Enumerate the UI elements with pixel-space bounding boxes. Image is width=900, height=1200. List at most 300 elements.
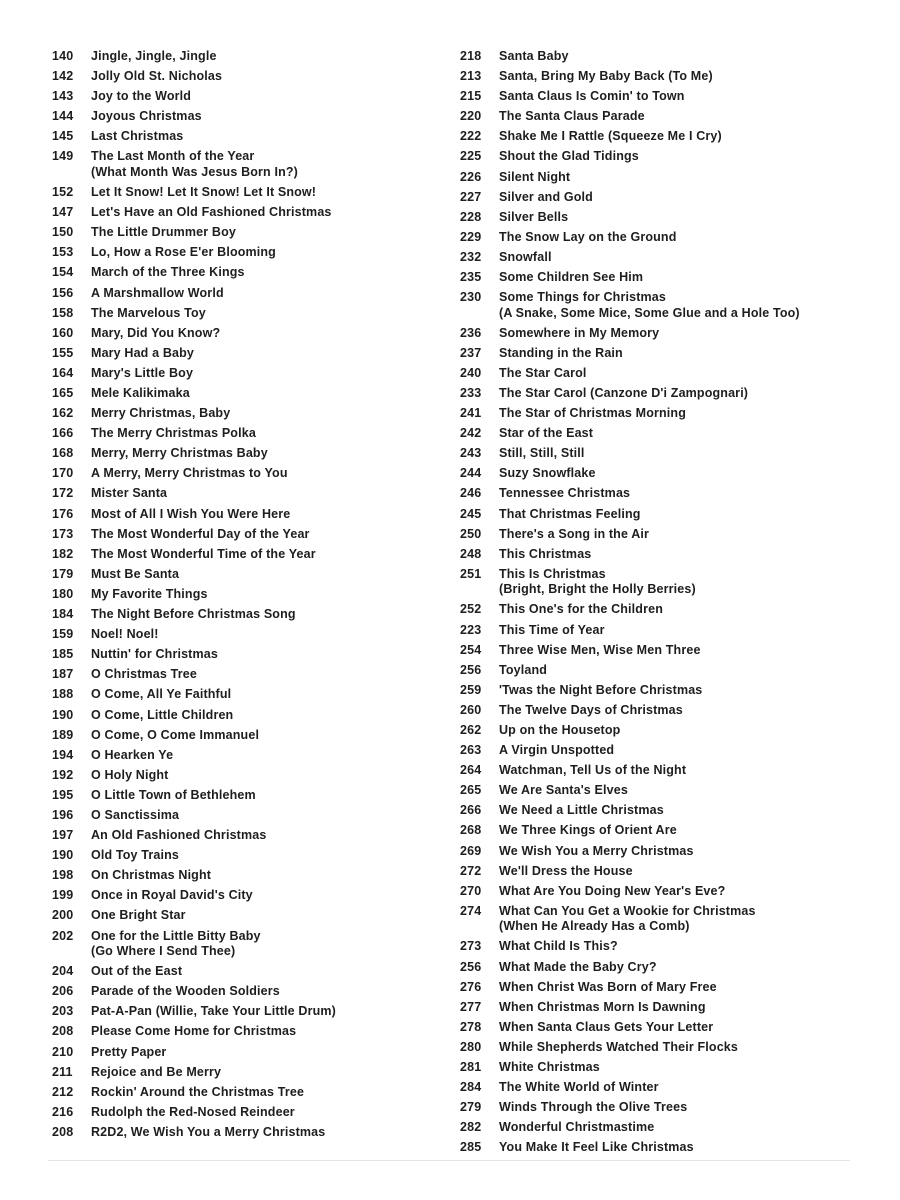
index-entry	[460, 1000, 860, 1016]
song-title-line: Tennessee Christmas	[499, 486, 631, 501]
index-entry	[52, 888, 442, 904]
index-entry	[52, 687, 442, 703]
page-number: 226	[460, 169, 482, 184]
page-number: 260	[460, 702, 482, 717]
index-entry	[52, 768, 442, 784]
page-number: 147	[52, 205, 74, 220]
song-title	[91, 848, 442, 864]
page-number: 162	[52, 406, 74, 421]
song-title	[91, 1085, 442, 1101]
page-number: 155	[52, 345, 74, 360]
song-title-line: Suzy Snowflake	[499, 466, 596, 481]
song-title-line: The Star Carol	[499, 365, 587, 380]
song-title-line: 'Twas the Night Before Christmas	[499, 682, 703, 697]
song-title	[91, 446, 442, 462]
song-title	[499, 1120, 860, 1136]
page-number: 143	[52, 89, 74, 104]
song-title-line: Standing in the Rain	[499, 345, 623, 360]
index-entry	[52, 808, 442, 824]
page-number: 211	[52, 1064, 73, 1079]
song-title	[499, 366, 860, 382]
song-title	[91, 129, 442, 145]
page-number: 223	[460, 622, 482, 637]
index-entry	[460, 346, 860, 362]
index-entry	[460, 602, 860, 618]
song-title	[499, 290, 860, 321]
page-number: 279	[460, 1100, 482, 1115]
song-title-line: Star of the East	[499, 426, 594, 441]
song-title	[91, 466, 442, 482]
index-entry	[460, 703, 860, 719]
song-title	[499, 663, 860, 679]
song-title	[91, 728, 442, 744]
song-title-line: The Snow Lay on the Ground	[499, 229, 677, 244]
song-title-line: The Last Month of the Year	[91, 149, 255, 164]
page-number: 277	[460, 999, 482, 1014]
page-number: 218	[460, 49, 482, 63]
song-subtitle-line: (What Month Was Jesus Born In?)	[91, 164, 298, 179]
page-number: 225	[460, 149, 482, 164]
song-title	[91, 527, 442, 543]
index-entry	[460, 547, 860, 563]
page-number: 156	[52, 285, 74, 300]
song-title-line: Merry Christmas, Baby	[91, 406, 231, 421]
song-title-line: You Make It Feel Like Christmas	[499, 1140, 694, 1155]
index-entry	[52, 647, 442, 663]
song-title-line: Please Come Home for Christmas	[91, 1024, 297, 1039]
page-number: 254	[460, 642, 482, 657]
index-entry	[460, 1120, 860, 1136]
page-number: 213	[460, 69, 482, 84]
index-entry	[460, 1060, 860, 1076]
index-entry	[460, 129, 860, 145]
index-entry	[52, 346, 442, 362]
page-number: 154	[52, 265, 74, 280]
song-title	[499, 939, 860, 955]
song-title	[499, 89, 860, 105]
song-title-line: One Bright Star	[91, 908, 186, 923]
song-title-line: Shout the Glad Tidings	[499, 149, 639, 164]
page-number: 152	[52, 185, 74, 200]
song-title-line: Pretty Paper	[91, 1044, 167, 1059]
song-title-line: The Star Carol (Canzone D'i Zampognari)	[499, 386, 749, 400]
index-entry	[460, 884, 860, 900]
index-entry	[52, 848, 442, 864]
page-number: 197	[52, 828, 74, 843]
song-title-line: Most of All I Wish You Were Here	[91, 506, 291, 521]
song-title	[91, 225, 442, 241]
song-title-line: Let's Have an Old Fashioned Christmas	[91, 205, 332, 220]
song-title-line: Silent Night	[499, 169, 571, 184]
index-entry	[52, 286, 442, 302]
song-title	[91, 687, 442, 703]
index-entry	[52, 89, 442, 105]
index-entry	[460, 939, 860, 955]
index-entry	[52, 868, 442, 884]
song-title	[91, 627, 442, 643]
page-number: 153	[52, 245, 74, 260]
page-number: 195	[52, 787, 74, 802]
song-title-line: Silver Bells	[499, 209, 569, 224]
song-title-line: When Christ Was Born of Mary Free	[499, 979, 717, 994]
song-title-line: Snowfall	[499, 249, 552, 264]
song-title-line: A Merry, Merry Christmas to You	[91, 466, 288, 481]
song-title	[91, 486, 442, 502]
song-title	[499, 683, 860, 699]
song-title	[499, 643, 860, 659]
index-entry	[460, 507, 860, 523]
song-title-line: Mary, Did You Know?	[91, 325, 221, 340]
index-entry	[460, 386, 860, 402]
song-title	[499, 129, 860, 145]
song-title-line: Out of the East	[91, 964, 183, 979]
page-number: 158	[52, 305, 74, 320]
index-entry	[52, 1085, 442, 1101]
page-number: 192	[52, 767, 74, 782]
page-number: 215	[460, 89, 482, 104]
song-title-line: O Come, Little Children	[91, 707, 234, 722]
song-subtitle-line: (When He Already Has a Comb)	[499, 919, 690, 934]
page-number: 227	[460, 189, 482, 204]
song-title	[91, 366, 442, 382]
song-title	[91, 1004, 442, 1020]
page-number: 206	[52, 984, 74, 999]
song-title	[499, 270, 860, 286]
song-title	[91, 346, 442, 362]
song-title-line: Joyous Christmas	[91, 109, 202, 124]
index-entry	[460, 643, 860, 659]
index-entry	[460, 803, 860, 819]
song-title	[499, 326, 860, 342]
page-number: 212	[52, 1084, 74, 1099]
song-title-line: O Come, All Ye Faithful	[91, 687, 232, 702]
index-entry	[52, 1065, 442, 1081]
index-entry	[460, 210, 860, 226]
page-number: 244	[460, 466, 482, 481]
song-title	[499, 904, 860, 935]
index-entry	[460, 69, 860, 85]
song-title	[499, 1000, 860, 1016]
song-title-line: Watchman, Tell Us of the Night	[499, 763, 687, 778]
page-number: 248	[460, 546, 482, 561]
song-title-line: My Favorite Things	[91, 586, 208, 601]
page-number: 199	[52, 888, 74, 903]
song-title-line: Rockin' Around the Christmas Tree	[91, 1084, 305, 1099]
left-index-column	[52, 49, 442, 1145]
index-entry	[460, 1040, 860, 1056]
song-title	[91, 286, 442, 302]
song-title-line: Some Children See Him	[499, 270, 644, 285]
song-title	[91, 89, 442, 105]
song-title-line: We Need a Little Christmas	[499, 803, 664, 818]
page-number: 203	[52, 1004, 74, 1019]
page-number: 228	[460, 209, 482, 224]
page-number: 216	[52, 1104, 74, 1119]
song-title	[499, 567, 860, 598]
page-number: 280	[460, 1039, 482, 1054]
page-number: 237	[460, 345, 482, 360]
song-title	[499, 1040, 860, 1056]
index-entry	[52, 366, 442, 382]
page-number: 245	[460, 506, 482, 521]
song-title	[91, 49, 442, 65]
page-number: 220	[460, 109, 482, 124]
index-entry	[460, 230, 860, 246]
index-entry	[52, 69, 442, 85]
song-title	[499, 1100, 860, 1116]
song-title	[499, 763, 860, 779]
index-entry	[52, 1004, 442, 1020]
song-title-line: Winds Through the Olive Trees	[499, 1100, 688, 1115]
index-entry	[52, 507, 442, 523]
song-title-line: Mary Had a Baby	[91, 345, 194, 360]
song-title	[91, 306, 442, 322]
page-number: 204	[52, 964, 74, 979]
song-title	[91, 149, 442, 180]
song-title-line: The Star of Christmas Morning	[499, 406, 687, 421]
index-entry	[460, 1100, 860, 1116]
page-number: 274	[460, 903, 482, 918]
page-number: 285	[460, 1140, 482, 1155]
page-number: 179	[52, 566, 74, 581]
index-entry	[52, 406, 442, 422]
song-title-line: Rudolph the Red-Nosed Reindeer	[91, 1104, 295, 1119]
song-title-line: A Virgin Unspotted	[499, 743, 615, 758]
page-number: 200	[52, 908, 74, 923]
song-title	[499, 527, 860, 543]
song-title-line: When Christmas Morn Is Dawning	[499, 999, 706, 1014]
index-entry	[52, 587, 442, 603]
song-title	[499, 960, 860, 976]
page-number: 272	[460, 863, 482, 878]
index-entry	[52, 306, 442, 322]
page-number: 264	[460, 763, 482, 778]
song-title-line: Jolly Old St. Nicholas	[91, 69, 223, 84]
song-title	[499, 109, 860, 125]
index-entry	[460, 823, 860, 839]
song-title	[91, 1125, 442, 1141]
song-title	[91, 326, 442, 342]
song-subtitle-line: (Bright, Bright the Holly Berries)	[499, 582, 696, 597]
index-entry	[460, 290, 860, 321]
index-entry	[460, 567, 860, 598]
song-title-line: Mele Kalikimaka	[91, 386, 190, 400]
song-title	[499, 386, 860, 402]
page-number: 252	[460, 602, 482, 617]
index-entry	[52, 1024, 442, 1040]
index-entry	[52, 185, 442, 201]
song-title	[91, 808, 442, 824]
page-number: 208	[52, 1124, 74, 1139]
song-title-line: Wonderful Christmastime	[499, 1120, 655, 1135]
index-entry	[52, 225, 442, 241]
index-entry	[460, 190, 860, 206]
page-number: 266	[460, 803, 482, 818]
song-title-line: O Sanctissima	[91, 807, 180, 822]
song-title-line: O Come, O Come Immanuel	[91, 727, 260, 742]
index-entry	[52, 984, 442, 1000]
song-title-line: A Marshmallow World	[91, 285, 224, 300]
index-entry	[52, 929, 442, 960]
index-entry	[52, 908, 442, 924]
index-entry	[460, 446, 860, 462]
song-title-line: Last Christmas	[91, 129, 184, 144]
index-entry	[460, 486, 860, 502]
song-title	[499, 170, 860, 186]
song-title-line: There's a Song in the Air	[499, 526, 650, 541]
song-title-line: Three Wise Men, Wise Men Three	[499, 642, 701, 657]
page-number: 176	[52, 506, 74, 521]
page-number: 144	[52, 109, 74, 124]
song-title	[91, 964, 442, 980]
song-title-line: Santa, Bring My Baby Back (To Me)	[499, 69, 713, 84]
page-number: 164	[52, 365, 74, 380]
song-title-line: We'll Dress the House	[499, 863, 633, 878]
song-title-line: The Little Drummer Boy	[91, 225, 236, 240]
song-subtitle-line: (Go Where I Send Thee)	[91, 944, 236, 959]
song-title-line: Rejoice and Be Merry	[91, 1064, 222, 1079]
song-title	[499, 69, 860, 85]
song-title-line: Shake Me I Rattle (Squeeze Me I Cry)	[499, 129, 722, 144]
index-entry	[460, 980, 860, 996]
page-number: 256	[460, 662, 482, 677]
page-number: 194	[52, 747, 74, 762]
song-title	[499, 406, 860, 422]
index-entry	[460, 864, 860, 880]
page-number: 149	[52, 149, 74, 164]
page-number: 256	[460, 959, 482, 974]
page-number: 259	[460, 682, 482, 697]
index-entry	[52, 828, 442, 844]
song-title	[91, 1065, 442, 1081]
song-title	[91, 109, 442, 125]
page-number: 232	[460, 249, 482, 264]
song-title	[499, 1140, 860, 1156]
page-number: 270	[460, 883, 482, 898]
song-title	[91, 69, 442, 85]
song-title	[91, 607, 442, 623]
song-title	[499, 844, 860, 860]
song-title-line: Joy to the World	[91, 89, 192, 104]
index-entry	[52, 547, 442, 563]
index-entry	[460, 49, 860, 65]
index-entry	[52, 1125, 442, 1141]
song-title-line: Santa Baby	[499, 49, 569, 63]
song-title-line: Pat-A-Pan (Willie, Take Your Little Drum)	[91, 1004, 336, 1019]
song-title	[91, 507, 442, 523]
page-number: 230	[460, 290, 482, 305]
song-title	[91, 567, 442, 583]
song-title	[499, 190, 860, 206]
song-title	[499, 602, 860, 618]
index-entry	[52, 49, 442, 65]
song-title	[91, 587, 442, 603]
song-title	[499, 507, 860, 523]
page-number: 278	[460, 1019, 482, 1034]
index-entry	[52, 426, 442, 442]
song-title-line: Some Things for Christmas	[499, 290, 666, 305]
song-title-line: While Shepherds Watched Their Flocks	[499, 1039, 739, 1054]
index-entry	[52, 607, 442, 623]
index-entry	[460, 1020, 860, 1036]
song-title	[91, 908, 442, 924]
index-entry	[460, 170, 860, 186]
song-title	[499, 703, 860, 719]
song-title-line: What Can You Get a Wookie for Christmas	[499, 903, 756, 918]
page-number: 269	[460, 843, 482, 858]
song-title	[499, 210, 860, 226]
index-entry	[460, 904, 860, 935]
page-number: 222	[460, 129, 482, 144]
song-title-line: Toyland	[499, 662, 548, 677]
song-title	[499, 884, 860, 900]
index-entry	[52, 205, 442, 221]
index-entry	[52, 667, 442, 683]
song-title-line: The Merry Christmas Polka	[91, 426, 256, 441]
page-number: 210	[52, 1044, 74, 1059]
song-title	[499, 1080, 860, 1096]
song-title	[499, 547, 860, 563]
index-entry	[52, 326, 442, 342]
index-entry	[460, 1140, 860, 1156]
song-title	[499, 623, 860, 639]
song-title	[91, 748, 442, 764]
song-title-line: March of the Three Kings	[91, 265, 245, 280]
song-title-line: The White World of Winter	[499, 1080, 659, 1095]
page-number: 236	[460, 325, 482, 340]
page-number: 190	[52, 848, 74, 863]
song-title-line: The Most Wonderful Time of the Year	[91, 546, 316, 561]
song-title-line: We Three Kings of Orient Are	[499, 823, 677, 838]
song-title	[91, 245, 442, 261]
page-number: 235	[460, 270, 482, 285]
song-title	[91, 265, 442, 281]
page-number: 233	[460, 386, 482, 400]
page-number: 240	[460, 365, 482, 380]
page-number: 243	[460, 446, 482, 461]
page-number: 182	[52, 546, 74, 561]
song-title-line: We Wish You a Merry Christmas	[499, 843, 694, 858]
page-number: 282	[460, 1120, 482, 1135]
index-entry	[460, 250, 860, 266]
index-entry	[460, 960, 860, 976]
song-title-line: The Marvelous Toy	[91, 305, 206, 320]
song-title	[91, 647, 442, 663]
song-title	[91, 205, 442, 221]
index-entry	[52, 109, 442, 125]
page-number: 251	[460, 566, 482, 581]
page-number: 172	[52, 486, 74, 501]
song-title	[499, 346, 860, 362]
page-number: 184	[52, 607, 74, 622]
song-title-line: Still, Still, Still	[499, 446, 585, 461]
index-entry	[52, 245, 442, 261]
page-number: 263	[460, 743, 482, 758]
index-entry	[52, 728, 442, 744]
song-title-line: On Christmas Night	[91, 868, 212, 883]
song-title	[91, 768, 442, 784]
song-title-line: The Santa Claus Parade	[499, 109, 645, 124]
index-entry	[460, 109, 860, 125]
song-title-line: O Holy Night	[91, 767, 169, 782]
index-entry	[460, 326, 860, 342]
song-title	[91, 984, 442, 1000]
song-title	[499, 783, 860, 799]
song-title-line: Up on the Housetop	[499, 723, 621, 737]
page-number: 208	[52, 1024, 74, 1039]
page-number: 168	[52, 446, 74, 461]
index-entry	[460, 783, 860, 799]
